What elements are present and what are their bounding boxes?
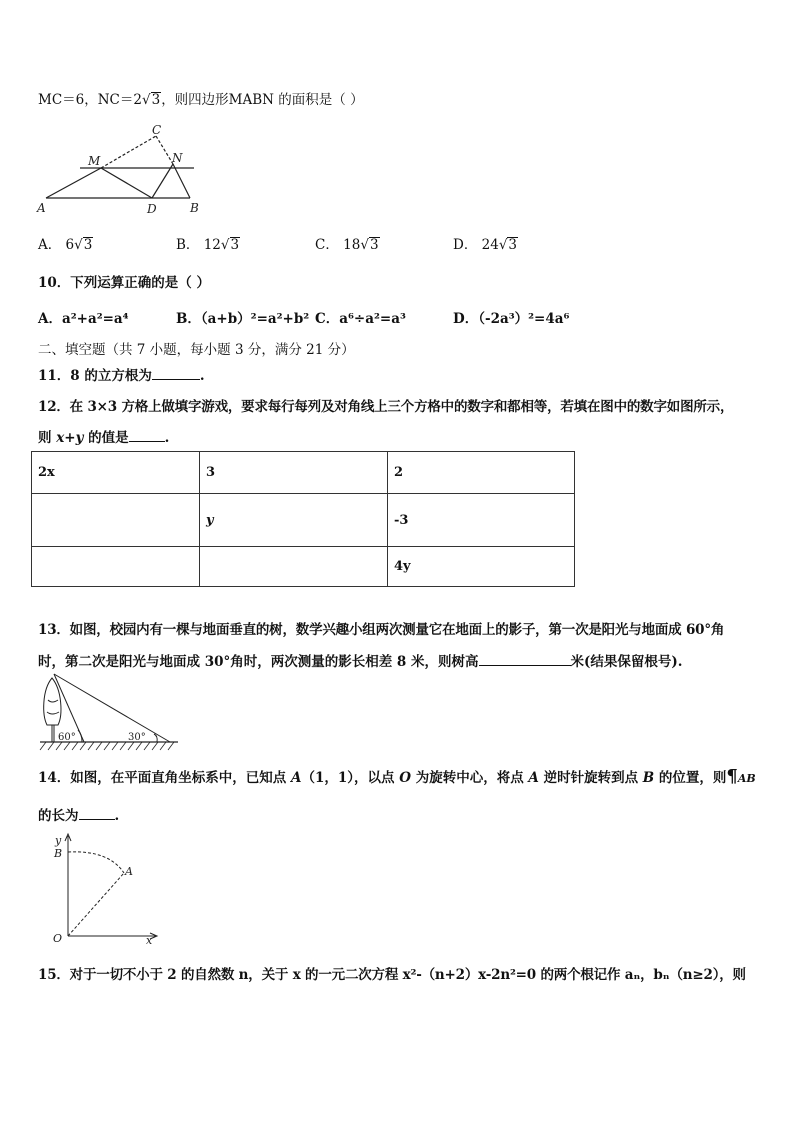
q9-stem: MC＝6，NC＝2√3，则四边形MABN 的面积是（ ） [38,92,364,108]
table-row [32,494,575,547]
segment-OA [68,873,124,936]
arc-AB [68,852,124,873]
grid-cell: 2x [32,452,200,494]
grid-cell [200,547,388,587]
q13-tree-figure [38,670,188,752]
q9-figure [32,118,212,218]
q10-option-a[interactable]: A．a²+a²=a⁴ [38,311,129,327]
q10-option-c[interactable]: C．a⁶÷a²=a³ [315,311,406,327]
q12-line1: 12．在 3×3 方格上做填字游戏，要求每行每列及对角线上三个方格中的数字和都相等，若填在图中的数字如图所示， [38,399,734,415]
grid-cell: 4y [388,547,575,587]
q11-stem: 11．8 的立方根为 . [38,368,205,384]
q14-coordinate-figure [44,830,174,950]
segment-MD [101,168,152,198]
label-B: B [190,201,199,215]
table-row [32,547,575,587]
segment-AM [46,168,101,198]
tree-crown-detail [47,700,59,714]
q9-option-c[interactable]: C． 18√3 [315,237,379,253]
q9-option-a[interactable]: A． 6√3 [38,237,93,253]
q10-stem: 10．下列运算正确的是（ ） [38,275,210,291]
q9-option-b[interactable]: B． 12√3 [176,237,240,253]
arc-label: AB [737,772,756,785]
label-y: y [55,834,62,847]
section-heading: 二、填空题（共 7 小题，每小题 3 分，满分 21 分） [38,342,355,358]
answer-blank[interactable] [129,429,165,442]
grid-cell: 2 [388,452,575,494]
answer-blank[interactable] [79,807,115,820]
label-A: A [37,201,46,215]
grid-cell: 3 [200,452,388,494]
q10-option-d[interactable]: D．（-2a³）²=4a⁶ [453,311,570,327]
q14-line1: 14．如图，在平面直角坐标系中，已知点 A（1，1），以点 O 为旋转中心，将点 A 逆时针旋转到点 B 的位置，则¶AB [38,766,756,787]
q14-line2: 的长为 . [38,808,120,824]
sqrt-expression: 2√3 [133,92,161,108]
label-M: M [88,154,101,168]
grid-cell [32,547,200,587]
table-row [32,452,575,494]
answer-blank[interactable] [152,367,200,380]
label-x: x [146,934,153,947]
q13-line1: 13．如图，校园内有一棵与地面垂直的树，数学兴趣小组两次测量它在地面上的影子，第一次是阳光与地面成 60°角 [38,622,725,638]
magic-square-grid [31,451,575,587]
angle-arc-60 [78,730,82,742]
dashed-CN [156,136,173,164]
q10-option-b[interactable]: B．（a+b）²=a²+b² [176,311,310,327]
segment-NB [173,164,190,198]
angle-label-30: 30° [128,732,146,743]
grid-cell [32,494,200,547]
label-C: C [152,123,162,137]
label-A: A [125,865,133,878]
q15-stem: 15．对于一切不小于 2 的自然数 n，关于 x 的一元二次方程 x²-（n+2）x-2n²=0 的两个根记作 aₙ，bₙ（n≥2），则 [38,967,746,983]
angle-label-60: 60° [58,732,76,743]
segment-DN [152,164,173,198]
label-B: B [54,847,63,860]
angle-arc-30 [154,734,157,742]
arc-symbol-icon: ¶ [726,766,738,787]
label-N: N [172,151,183,165]
q13-line2: 时，第二次是阳光与地面成 30°角时，两次测量的影长相差 8 米，则树高 米(结果保留根号). [38,654,683,670]
q9-option-d[interactable]: D． 24√3 [453,237,518,253]
grid-cell: y [200,494,388,547]
label-O: O [53,932,63,945]
grid-cell: -3 [388,494,575,547]
answer-blank[interactable] [479,653,571,666]
label-D: D [147,202,157,216]
q12-line2: 则 x+y 的值是 . [38,430,170,446]
dashed-MC [101,136,156,168]
